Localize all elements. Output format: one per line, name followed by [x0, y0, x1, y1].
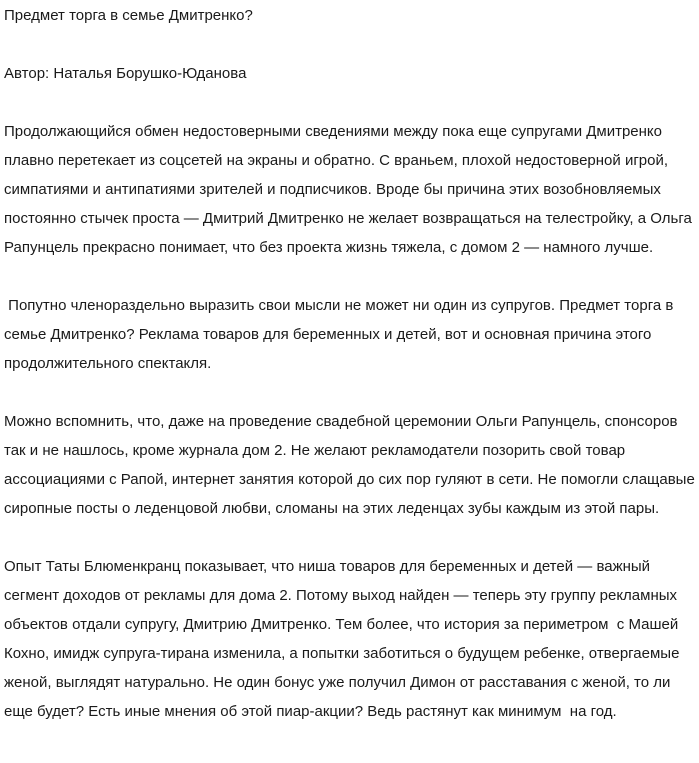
- title-byline-spacer: [4, 30, 695, 59]
- article-paragraph-2: Попутно членораздельно выразить свои мысли не может ни один из супругов. Предмет торга в семье Дмитренко? Реклама товаров для беременных и детей, вот и основная причина этого продолжительного спектакля.: [4, 297, 678, 372]
- page-title: Предмет торга в семье Дмитренко?: [4, 7, 253, 24]
- paragraph-spacer-3: [4, 523, 695, 552]
- article-paragraph-3: Можно вспомнить, что, даже на проведение свадебной церемонии Ольги Рапунцель, спонсоров так и не нашлось, кроме журнала дом 2. Не желают рекламодатели позорить свой товар ассоциациями с Рапой, интернет занятия которой до сих пор гуляют в сети. Не помогли слащавые сиропные посты о леденцовой любви, сломаны на этих леденцах зубы каждым из этой пары.: [4, 413, 699, 517]
- article-paragraph-4: Опыт Таты Блюменкранц показывает, что ниша товаров для беременных и детей — важный сегмент доходов от рекламы для дома 2. Потому выход найден — теперь эту группу рекламных объектов отдали супругу, Дмитрию Дмитренко. Тем более, что история за периметром с Машей Кохно, имидж супруга-тирана изменила, а попытки заботиться о будущем ребенке, отвергаемые женой, выглядят натурально. Не один бонус уже получил Димон от расставания с женой, то ли еще будет? Есть иные мнения об этой пиар-акции? Ведь растянут как минимум на год.: [4, 558, 684, 720]
- article-paragraph-1: Продолжающийся обмен недостоверными сведениями между пока еще супругами Дмитренко плавно перетекает из соцсетей на экраны и обратно. С враньем, плохой недостоверной игрой, симпатиями и антипатиями зрителей и подписчиков. Вроде бы причина этих возобновляемых постоянно стычек проста — Дмитрий Дмитренко не желает возвращаться на телестройку, а Ольга Рапунцель прекрасно понимает, что без проекта жизнь тяжела, с домом 2 — намного лучше.: [4, 123, 696, 256]
- author-byline: Автор: Наталья Борушко-Юданова: [4, 65, 247, 82]
- paragraph-spacer-1: [4, 262, 695, 291]
- byline-body-spacer: [4, 88, 695, 117]
- paragraph-spacer-2: [4, 378, 695, 407]
